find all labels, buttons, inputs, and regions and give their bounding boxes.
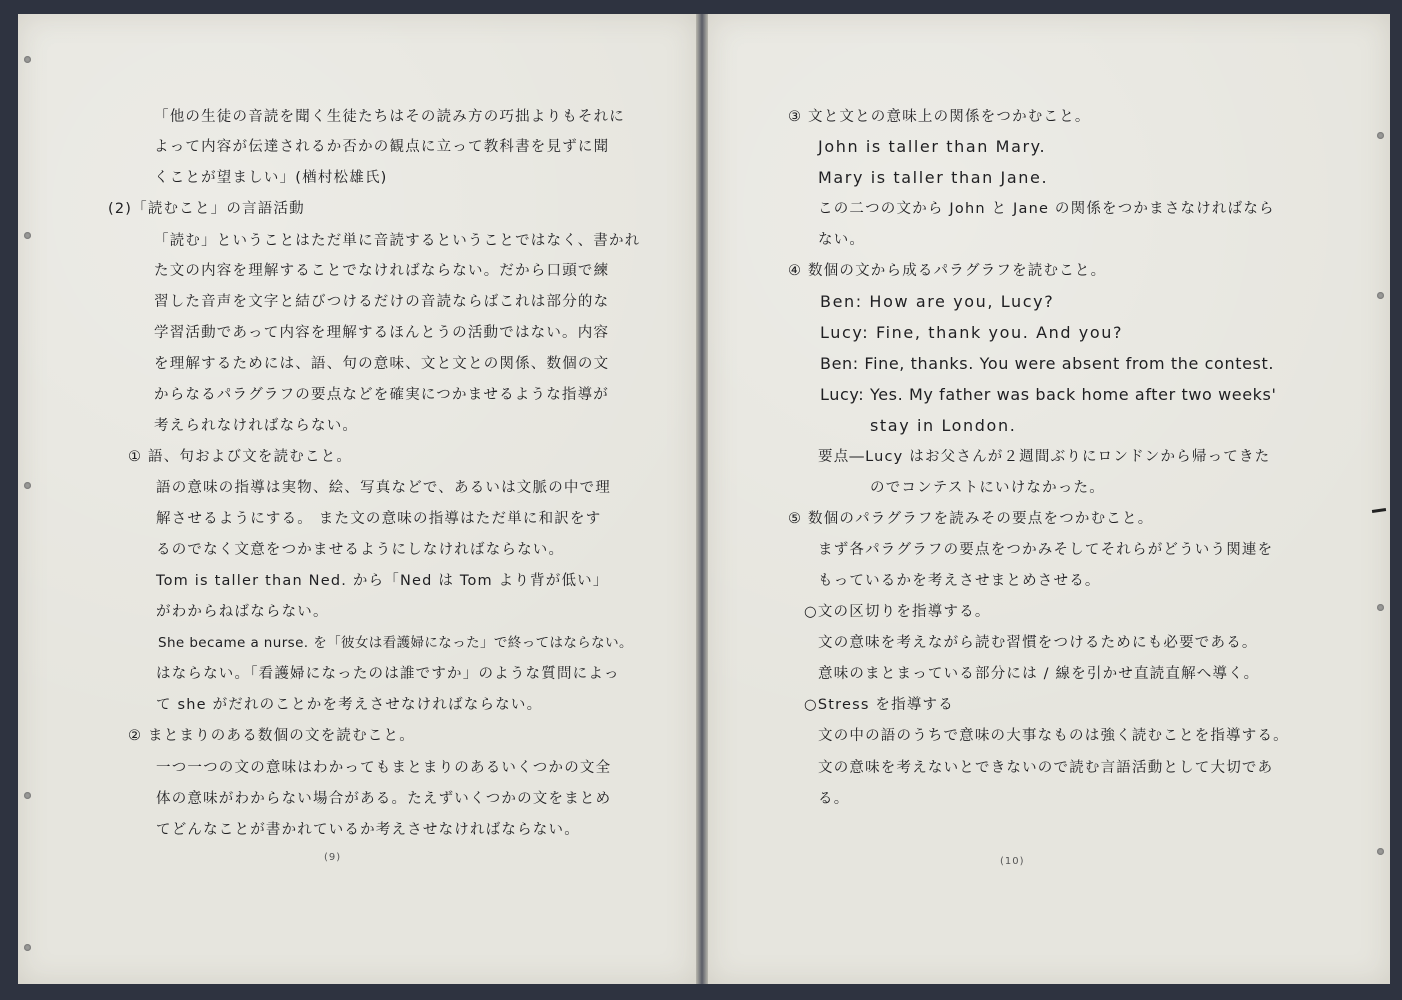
- binding-hole: [1377, 292, 1384, 299]
- text-line: 文の意味を考えないとできないので読む言語活動として大切であ: [818, 760, 1274, 776]
- dialogue-line: Lucy: Fine, thank you. And you?: [820, 323, 1124, 342]
- example-sentence: John is taller than Mary.: [818, 137, 1047, 156]
- text-line: がわからねばならない。: [156, 604, 329, 620]
- text-line: はならない。「看護婦になったのは誰ですか」のような質問によっ: [156, 666, 620, 682]
- text-line: 「他の生徒の音読を聞く生徒たちはその読み方の巧拙よりもそれに: [154, 109, 625, 125]
- binding-hole: [24, 232, 31, 239]
- text-line: るのでなく文意をつかませるようにしなければならない。: [156, 542, 565, 558]
- text-line: て she がだれのことかを考えさせなければならない。: [156, 697, 543, 713]
- text-line: 習した音声を文字と結びつけるだけの音読ならばこれは部分的な: [154, 294, 610, 310]
- right-page: [708, 14, 1390, 984]
- text-line: She became a nurse. を「彼女は看護婦になった」で終ってはならない。: [158, 635, 633, 651]
- binding-hole: [24, 944, 31, 951]
- text-line: 学習活動であって内容を理解するほんとうの活動ではない。内容: [154, 325, 610, 341]
- binding-hole: [1377, 604, 1384, 611]
- dialogue-line: stay in London.: [870, 416, 1017, 435]
- text-line: 一つ一つの文の意味はわかってもまとまりのあるいくつかの文全: [156, 760, 612, 776]
- subsection-heading: ③ 文と文との意味上の関係をつかむこと。: [788, 109, 1091, 125]
- dialogue-line: Ben: How are you, Lucy?: [820, 292, 1055, 311]
- subsection-heading: ④ 数個の文から成るパラグラフを読むこと。: [788, 263, 1107, 279]
- text-line: 文の意味を考えながら読む習慣をつけるためにも必要である。: [818, 635, 1258, 651]
- text-line: た文の内容を理解することでなければならない。だから口頭で練: [154, 263, 610, 279]
- bullet-item: ○文の区切りを指導する。: [804, 604, 991, 620]
- text-line: 体の意味がわからない場合がある。たえずいくつかの文をまとめ: [156, 791, 612, 807]
- text-line: 要点―Lucy はお父さんが２週間ぶりにロンドンから帰ってきた: [818, 449, 1271, 465]
- binding-hole: [24, 792, 31, 799]
- text-line: よって内容が伝達されるか否かの観点に立って教科書を見ずに聞: [154, 139, 610, 155]
- text-line: 解させるようにする。 また文の意味の指導はただ単に和訳をす: [156, 511, 602, 527]
- binding-hole: [24, 482, 31, 489]
- text-line: 文の中の語のうちで意味の大事なものは強く読むことを指導する。: [818, 728, 1289, 744]
- text-line: 考えられなければならない。: [154, 418, 359, 434]
- text-line: からなるパラグラフの要点などを確実につかませるような指導が: [154, 387, 610, 403]
- text-line: ない。: [818, 232, 866, 248]
- text-line: この二つの文から John と Jane の関係をつかまさなければなら: [818, 201, 1275, 217]
- subsection-heading: ② まとまりのある数個の文を読むこと。: [128, 728, 415, 744]
- binding-hole: [1377, 848, 1384, 855]
- text-line: まず各パラグラフの要点をつかみそしてそれらがどういう関連を: [818, 542, 1274, 558]
- binding-hole: [24, 56, 31, 63]
- dialogue-line: Ben: Fine, thanks. You were absent from the contest.: [820, 354, 1275, 373]
- binding-hole: [1377, 132, 1384, 139]
- page-number: (10): [1000, 856, 1025, 867]
- section-heading: (2)「読むこと」の言語活動: [108, 201, 305, 217]
- edge-mark: [1372, 508, 1386, 513]
- bullet-item: ○Stress を指導する: [804, 697, 954, 713]
- text-line: のでコンテストにいけなかった。: [870, 480, 1105, 496]
- text-line: くことが望ましい」(楢村松雄氏): [154, 170, 388, 186]
- subsection-heading: ① 語、句および文を読むこと。: [128, 449, 353, 465]
- page-gutter: [696, 14, 708, 984]
- left-page: [18, 14, 696, 984]
- example-sentence: Mary is taller than Jane.: [818, 168, 1049, 187]
- text-line: もっているかを考えさせまとめさせる。: [818, 573, 1101, 589]
- text-line: Tom is taller than Ned. から「Ned は Tom より背が低い」: [156, 573, 609, 589]
- subsection-heading: ⑤ 数個のパラグラフを読みその要点をつかむこと。: [788, 511, 1154, 527]
- text-line: を理解するためには、語、句の意味、文と文との関係、数個の文: [154, 356, 610, 372]
- text-line: る。: [818, 791, 850, 807]
- text-line: 意味のまとまっている部分には / 線を引かせ直読直解へ導く。: [818, 666, 1260, 682]
- dialogue-line: Lucy: Yes. My father was back home after two weeks': [820, 385, 1277, 404]
- page-number: (9): [324, 852, 342, 863]
- text-line: てどんなことが書かれているか考えさせなければならない。: [156, 822, 580, 838]
- text-line: 「読む」ということはただ単に音読するということではなく、書かれ: [154, 233, 641, 249]
- text-line: 語の意味の指導は実物、絵、写真などで、あるいは文脈の中で理: [156, 480, 612, 496]
